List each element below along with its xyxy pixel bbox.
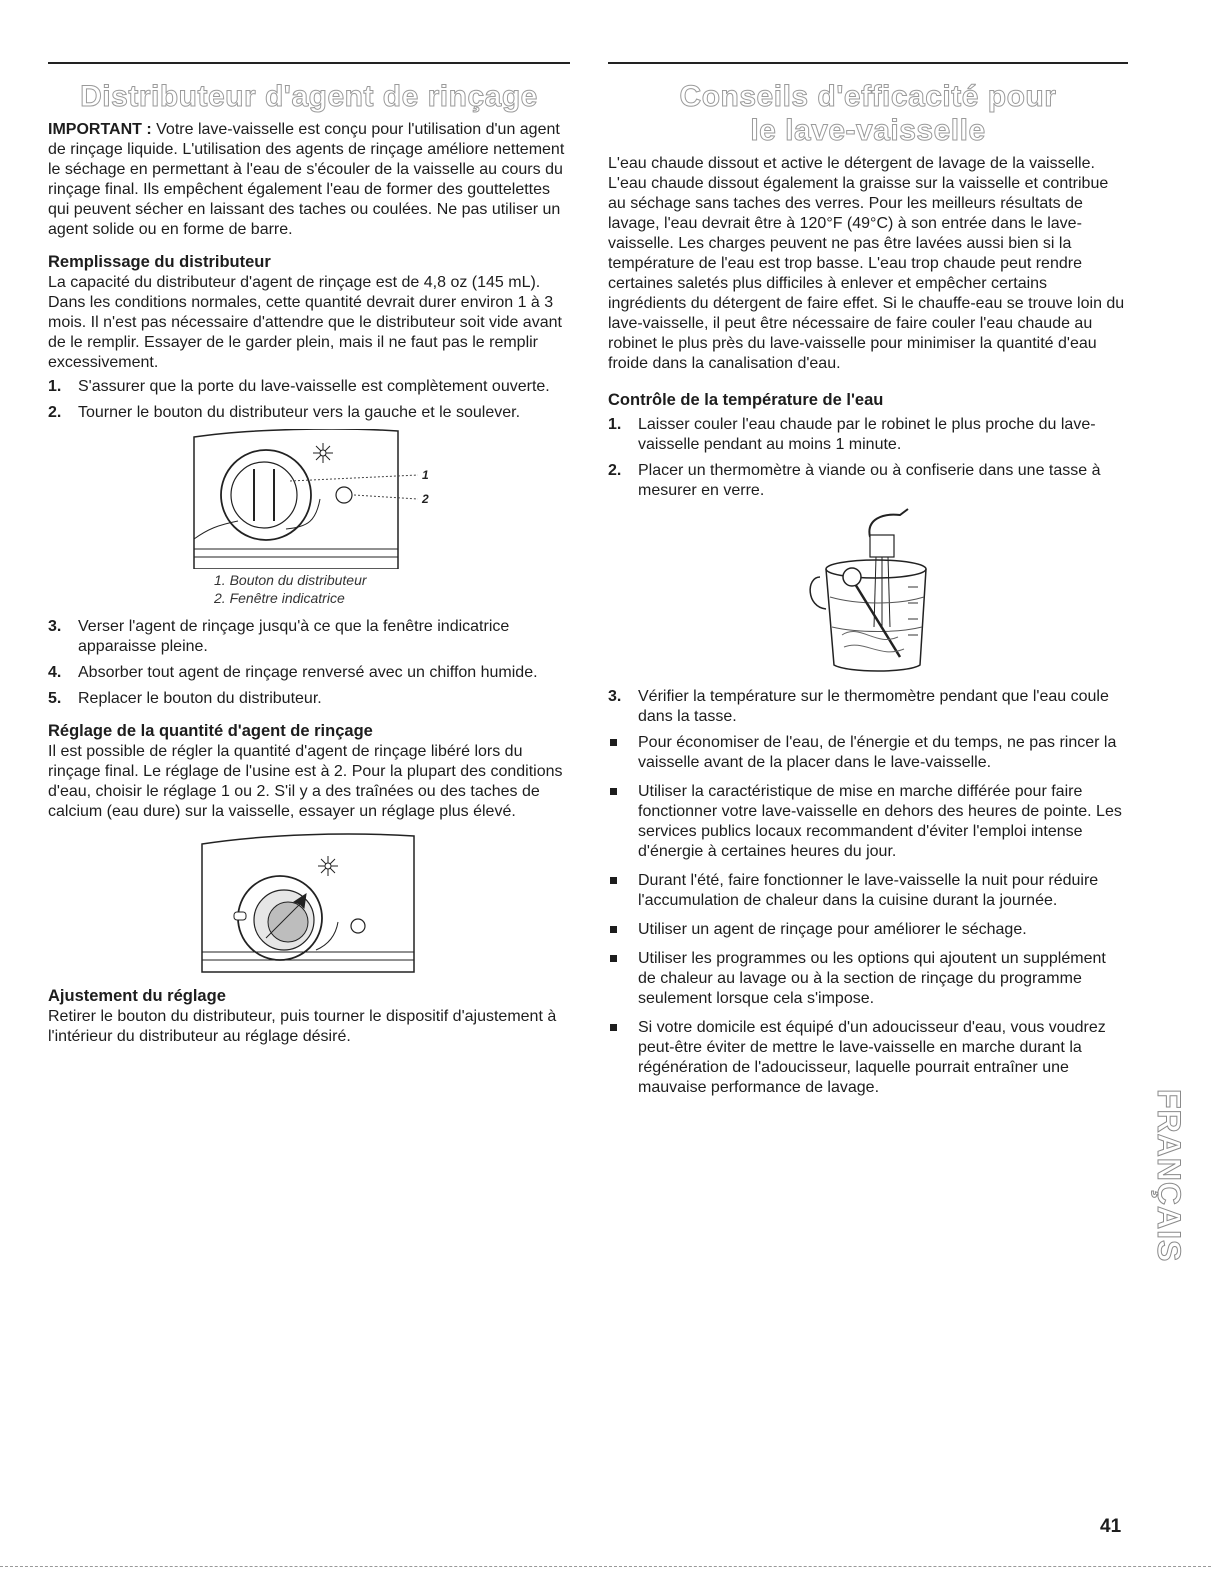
important-label: IMPORTANT : xyxy=(48,121,152,138)
adjustment-dial-illustration xyxy=(48,832,570,980)
fill-heading: Remplissage du distributeur xyxy=(48,253,271,271)
step-number: 4. xyxy=(48,664,62,681)
tip-text: Utiliser un agent de rinçage pour améliorer le séchage. xyxy=(638,921,1027,938)
bullet-square-icon xyxy=(610,926,617,933)
fill-steps-a xyxy=(48,377,570,423)
step-number: 3. xyxy=(48,618,62,635)
section-title-rinse-aid: Distributeur d'agent de rinçage xyxy=(80,80,538,113)
title-line-1: Conseils d'efficacité pour xyxy=(679,80,1057,113)
tip-text: Pour économiser de l'eau, de l'énergie et du temps, ne pas rincer la vaisselle avant de la placer dans le lave-vaisselle. xyxy=(638,734,1117,771)
right-column xyxy=(608,62,1128,1107)
tip-text: Utiliser la caractéristique de mise en marche différée pour faire fonctionner votre lave-vaisselle en dehors des heures de pointe. Les services publics locaux recommandent d'éviter l'emploi intense d'énergie à certaines heures du jour. xyxy=(638,783,1122,860)
list-item xyxy=(608,687,1128,727)
page-number: 41 xyxy=(1100,1516,1122,1537)
list-item xyxy=(48,689,570,709)
tip-text: Si votre domicile est équipé d'un adoucisseur d'eau, vous voudrez peut-être éviter de mettre le lave-vaisselle en marche durant la régénération de l'adoucisseur, laquelle pourrait entraîner une mauvaise performance de lavage. xyxy=(638,1019,1106,1096)
efficiency-intro: L'eau chaude dissout et active le détergent de lavage de la vaisselle. L'eau chaude dissout également la graisse sur la vaisselle et contribue au séchage sans taches des verres. Pour les meilleurs résultats de lavage, l'eau devrait être à 120°F (49°C) à son entrée dans le lave-vaisselle. Les charges peuvent ne pas être lavées aussi bien si la température de l'eau est trop basse. L'eau trop chaude peut rendre certaines saletés plus difficiles à enlever et empêcher certains ingrédients du détergent de faire effet. Si le chauffe-eau se trouve loin du lave-vaisselle, il peut être nécessaire de faire couler l'eau chaude au robinet le plus près du lave-vaisselle pour minimiser la quantité d'eau froide dans la canalisation d'eau. xyxy=(608,155,1125,372)
list-item xyxy=(48,617,570,657)
figure-caption xyxy=(48,571,570,607)
step-text: Replacer le bouton du distributeur. xyxy=(78,690,322,707)
step-text: Placer un thermomètre à viande ou à confiserie dans une tasse à mesurer en verre. xyxy=(638,462,1101,499)
list-item xyxy=(608,920,1128,940)
temp-heading: Contrôle de la température de l'eau xyxy=(608,391,884,409)
list-item xyxy=(608,1018,1128,1098)
tip-text: Utiliser les programmes ou les options qui ajoutent un supplément de chaleur au lavage ou à la section de rinçage du programme seulement lorsque cela s'impose. xyxy=(638,950,1106,1007)
list-item xyxy=(608,461,1128,501)
step-number: 2. xyxy=(608,462,622,479)
important-text: Votre lave-vaisselle est conçu pour l'utilisation d'un agent de rinçage liquide. L'utilisation des agents de rinçage améliore nettement le séchage en permettant à l'eau de s'écouler de la vaisselle au cours du rinçage final. Ils empêchent également l'eau de former des gouttelettes qui peuvent sécher en laissant des taches ou coulées. Ne pas utiliser un agent solide ou en forme de barre. xyxy=(48,121,565,238)
step-number: 5. xyxy=(48,690,62,707)
tip-text: Durant l'été, faire fonctionner le lave-vaisselle la nuit pour réduire l'accumulation de chaleur dans la cuisine durant la journée. xyxy=(638,872,1099,909)
list-item xyxy=(608,415,1128,455)
callout-2: 2 xyxy=(422,492,429,506)
temp-steps-a xyxy=(608,415,1128,501)
list-item xyxy=(48,663,570,683)
step-text: Verser l'agent de rinçage jusqu'à ce que la fenêtre indicatrice apparaisse pleine. xyxy=(78,618,510,655)
fill-text: La capacité du distributeur d'agent de rinçage est de 4,8 oz (145 mL). Dans les conditions normales, cette quantité devrait durer environ 1 à 3 mois. Il n'est pas nécessaire d'attendre que le distributeur soit vide avant de le remplir. Essayer de le garder plein, mais il ne faut pas le remplir excessivement. xyxy=(48,274,562,371)
list-item xyxy=(48,403,570,423)
section-title-efficiency xyxy=(608,80,1128,148)
caption-line-1: 1. Bouton du distributeur xyxy=(214,572,367,588)
caption-line-2: 2. Fenêtre indicatrice xyxy=(214,590,345,606)
important-paragraph xyxy=(48,120,570,240)
efficiency-tips xyxy=(608,733,1128,1098)
step-text: Absorber tout agent de rinçage renversé avec un chiffon humide. xyxy=(78,664,538,681)
fill-steps-b xyxy=(48,617,570,709)
list-item xyxy=(608,871,1128,911)
measuring-cup-thermometer-illustration xyxy=(608,507,1128,679)
dispenser-knob-illustration xyxy=(48,429,570,569)
list-item xyxy=(608,949,1128,1009)
bullet-square-icon xyxy=(610,877,617,884)
temp-steps-b xyxy=(608,687,1128,727)
list-item xyxy=(608,733,1128,773)
bullet-square-icon xyxy=(610,739,617,746)
step-text: S'assurer que la porte du lave-vaisselle est complètement ouverte. xyxy=(78,378,550,395)
list-item xyxy=(48,377,570,397)
callout-1: 1 xyxy=(422,468,429,482)
step-text: Laisser couler l'eau chaude par le robinet le plus proche du lave-vaisselle pendant au moins 1 minute. xyxy=(638,416,1096,453)
list-item xyxy=(608,782,1128,862)
left-column xyxy=(48,62,570,1047)
step-number: 1. xyxy=(48,378,62,395)
bullet-square-icon xyxy=(610,1024,617,1031)
adjust-setting-text: Retirer le bouton du distributeur, puis tourner le dispositif d'ajustement à l'intérieur du distributeur au réglage désiré. xyxy=(48,1008,557,1045)
adjust-setting-heading: Ajustement du réglage xyxy=(48,987,226,1005)
adjust-heading: Réglage de la quantité d'agent de rinçage xyxy=(48,722,373,740)
bullet-square-icon xyxy=(610,788,617,795)
step-text: Tourner le bouton du distributeur vers la gauche et le soulever. xyxy=(78,404,521,421)
title-line-2: le lave-vaisselle xyxy=(750,114,986,147)
top-rule-right xyxy=(608,62,1128,64)
top-rule-left xyxy=(48,62,570,64)
bottom-rule xyxy=(0,1566,1211,1567)
side-tab-label: FRANÇAIS xyxy=(1151,1089,1187,1263)
step-number: 2. xyxy=(48,404,62,421)
step-number: 1. xyxy=(608,416,622,433)
step-text: Vérifier la température sur le thermomètre pendant que l'eau coule dans la tasse. xyxy=(638,688,1109,725)
adjust-text: Il est possible de régler la quantité d'agent de rinçage libéré lors du rinçage final. Le réglage de l'usine est à 2. Pour la plupart des conditions d'eau, choisir le réglage 1 ou 2. S'il y a des traînées ou des taches de calcium (eau dure) sur la vaisselle, essayer un réglage plus élevé. xyxy=(48,743,563,820)
step-number: 3. xyxy=(608,688,622,705)
language-side-tab xyxy=(1148,1085,1188,1335)
bullet-square-icon xyxy=(610,955,617,962)
